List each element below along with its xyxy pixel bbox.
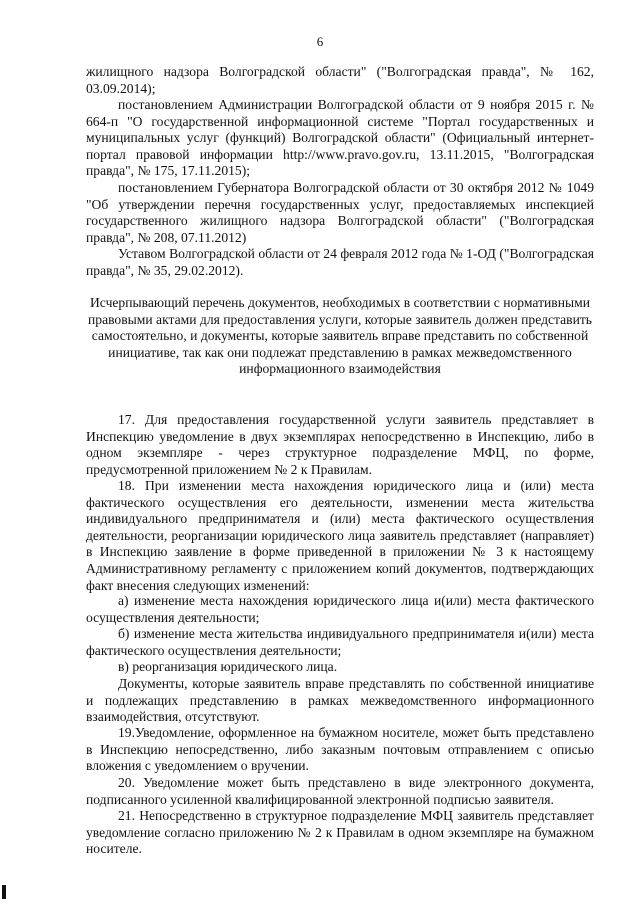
paragraph-documents-note: Документы, которые заявитель вправе представлять по собственной инициативе и подлежащих представлению в рамках межведомственного информационного взаимодействия, отсутствуют. <box>86 676 594 725</box>
list-item-c: в) реорганизация юридического лица. <box>118 659 338 674</box>
list-item-b: б) изменение места жительства индивидуального предпринимателя и(или) места фактического осуществления деятельности; <box>86 626 594 658</box>
paragraph-19: 19.Уведомление, оформленное на бумажном носителе, может быть представлено в Инспекцию непосредственно, либо заказным почтовым отправлением с описью вложения с уведомлением о вручении. <box>86 725 594 774</box>
paragraph-17: 17. Для предоставления государственной услуги заявитель представляет в Инспекцию уведомление в двух экземплярах непосредственно в Инспекцию, либо в одном экземпляре - через структурное подразделение МФЦ, по форме, предусмотренной приложением № 2 к Правилам. <box>86 412 594 477</box>
paragraph-20: 20. Уведомление может быть представлено в виде электронного документа, подписанного усиленной квалифицированной электронной подписью заявителя. <box>86 775 594 807</box>
paragraph-18: 18. При изменении места нахождения юридического лица и (или) места фактического осуществления его деятельности, изменении места жительства индивидуального предпринимателя и (или) места фактического осуществления деятельности, реорганизации юридического лица заявитель представляет (направляет) в Инспекцию заявление в форме приведенной в приложении № 3 к настоящему Административному регламенту с приложением копий документов, подтверждающих факт внесения следующих изменений: <box>86 478 594 593</box>
paragraph-charter: Уставом Волгоградской области от 24 февраля 2012 года № 1-ОД ("Волгоградская правда", № 35, 29.02.2012). <box>86 246 594 278</box>
scan-edge-mark <box>2 885 6 899</box>
paragraph-continuation: жилищного надзора Волгоградской области" ("Волгоградская правда", № 162, 03.09.2014); <box>86 64 594 96</box>
paragraph-decree-1049: постановлением Губернатора Волгоградской области от 30 октября 2012 № 1049 "Об утверждении перечня государственных услуг, предоставляемых инспекцией государственного жилищного надзора Волгоградской области" ("Волгоградская правда", № 208, 07.11.2012) <box>86 180 594 245</box>
paragraph-decree-664: постановлением Администрации Волгоградской области от 9 ноября 2015 г. № 664-п "О государственной информационной системе "Портал государственных и муниципальных услуг (функций) Волгоградской области" (Официальный интернет-портал правовой информации http://www.pravo.gov.ru, 13.11.2015, "Волгоградская правда", № 175, 17.11.2015); <box>86 97 594 179</box>
list-item-a: а) изменение места нахождения юридического лица и(или) места фактического осуществления деятельности; <box>86 593 594 625</box>
paragraph-21: 21. Непосредственно в структурное подразделение МФЦ заявитель представляет уведомление согласно приложению № 2 к Правилам в одном экземпляре на бумажном носителе. <box>86 808 594 857</box>
page-number: 6 <box>316 34 324 49</box>
section-heading: Исчерпывающий перечень документов, необходимых в соответствии с нормативными правовыми актами для предоставления услуги, которые заявитель должен представить самостоятельно, и документы, которые заявитель вправе представить по собственной инициативе, так как они подлежат представлению в рамках межведомственного информационного взаимодействия <box>88 295 592 377</box>
